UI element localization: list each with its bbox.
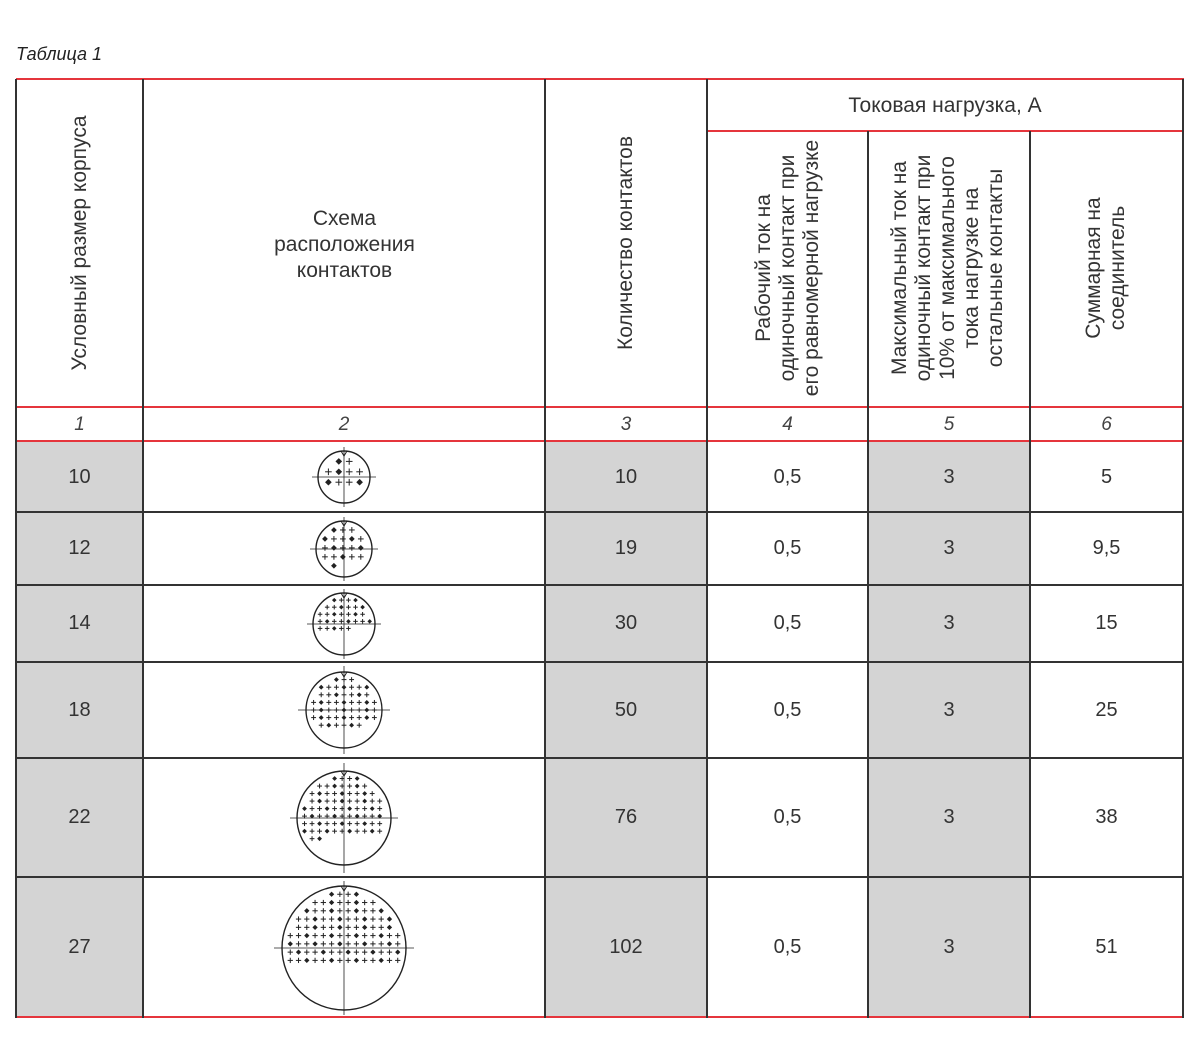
cell-max-current: 3 xyxy=(943,806,955,828)
rule-group xyxy=(707,130,1184,132)
cell-work-current: 0,5 xyxy=(773,465,802,488)
cell-total-current: 25 xyxy=(1095,698,1118,721)
cell-work-current: 0,5 xyxy=(773,936,802,958)
scheme-cell xyxy=(143,512,545,585)
cell-size: 12 xyxy=(68,537,91,559)
row-rule xyxy=(16,757,1184,759)
cell-max-current: 3 xyxy=(943,537,955,559)
col-rule xyxy=(706,79,708,1018)
cell-contacts: 19 xyxy=(614,537,638,559)
col-rule xyxy=(867,131,869,1018)
header-size: Условный размер корпуса xyxy=(68,115,91,371)
cell-contacts: 76 xyxy=(614,806,638,828)
col-number: 6 xyxy=(1101,414,1112,435)
header-total-current: Суммарная на соединитель xyxy=(1082,197,1129,339)
header-current-group: Токовая нагрузка, А xyxy=(848,94,1042,117)
cell-size: 10 xyxy=(68,465,91,488)
col-rule xyxy=(1182,79,1184,1018)
scheme-cell xyxy=(143,877,545,1018)
cell-total-current: 51 xyxy=(1095,936,1118,958)
col-number: 4 xyxy=(782,414,793,435)
cell-work-current: 0,5 xyxy=(773,698,802,721)
contact-layout-diagram xyxy=(307,589,381,659)
col-rule xyxy=(1029,131,1031,1018)
cell-total-current: 5 xyxy=(1100,465,1113,488)
cell-max-current: 3 xyxy=(943,698,955,721)
scheme-cell xyxy=(143,662,545,758)
scheme-cell xyxy=(143,758,545,877)
header-scheme: Схема расположения контактов xyxy=(274,207,415,282)
cell-total-current: 9,5 xyxy=(1092,537,1121,559)
cell-total-current: 38 xyxy=(1095,806,1118,828)
cell-max-current: 3 xyxy=(943,936,955,958)
scheme-cell xyxy=(143,442,545,512)
row-rule xyxy=(16,876,1184,878)
row-rule xyxy=(16,661,1184,663)
row-rule xyxy=(16,511,1184,513)
contact-layout-diagram xyxy=(274,881,414,1015)
col-number: 2 xyxy=(338,414,350,435)
cell-work-current: 0,5 xyxy=(773,612,802,634)
col-number: 1 xyxy=(74,414,85,435)
cell-max-current: 3 xyxy=(943,465,955,488)
rule-header-bottom xyxy=(16,406,1184,408)
contact-layout-diagram xyxy=(310,517,378,581)
row-rule xyxy=(16,584,1184,586)
contact-layout-diagram xyxy=(312,447,376,507)
col-number: 3 xyxy=(620,414,632,435)
cell-contacts: 102 xyxy=(609,936,643,958)
col-number: 5 xyxy=(943,414,955,435)
contact-layout-diagram xyxy=(290,763,398,873)
col-rule xyxy=(15,79,17,1018)
rule-bottom xyxy=(16,1016,1184,1018)
col-rule xyxy=(142,79,144,1018)
cell-contacts: 30 xyxy=(614,612,638,634)
col-rule xyxy=(544,79,546,1018)
table-caption: Таблица 1 xyxy=(16,44,103,64)
header-work-current: Рабочий ток на одиночный контакт при его равномерной нагрузке xyxy=(752,139,823,397)
header-count: Количество контактов xyxy=(614,135,637,351)
cell-work-current: 0,5 xyxy=(773,806,802,828)
cell-size: 27 xyxy=(68,936,91,958)
cell-total-current: 15 xyxy=(1095,612,1118,634)
rule-numbers-bottom xyxy=(16,440,1184,442)
header-max-current: Максимальный ток на одиночный контакт при 10% от максимального тока нагрузке на остальные контакты xyxy=(888,154,1007,382)
scheme-cell xyxy=(143,585,545,662)
cell-size: 14 xyxy=(68,612,91,634)
contact-layout-diagram xyxy=(298,666,390,754)
rule-top xyxy=(16,78,1184,80)
cell-size: 18 xyxy=(68,698,91,721)
cell-contacts: 10 xyxy=(614,465,638,488)
cell-size: 22 xyxy=(68,806,91,828)
cell-max-current: 3 xyxy=(943,612,955,634)
cell-contacts: 50 xyxy=(614,698,638,721)
cell-work-current: 0,5 xyxy=(773,537,802,559)
